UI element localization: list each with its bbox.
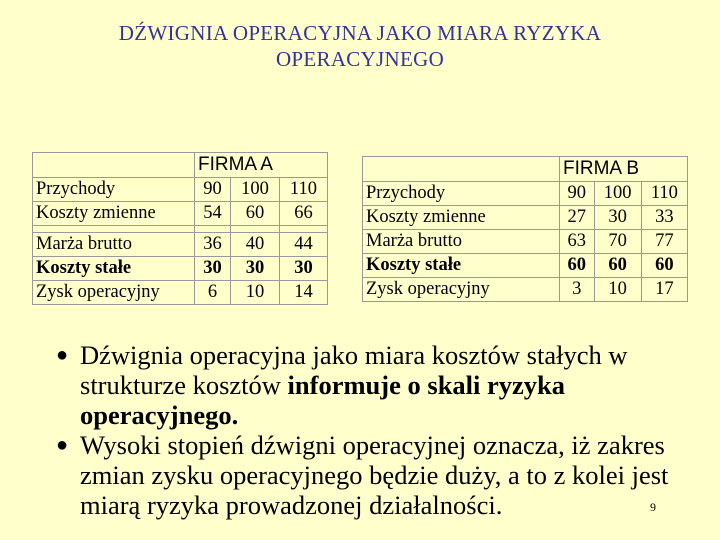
- cell-value: 27: [560, 206, 595, 230]
- cell-value: 77: [641, 230, 687, 254]
- firm-b-table: [362, 156, 688, 302]
- title-line-1: DŹWIGNIA OPERACYJNA JAKO MIARA RYZYKA: [118, 21, 602, 45]
- page-number: 9: [650, 500, 656, 514]
- row-label: Zysk operacyjny: [33, 281, 195, 305]
- table-row: [33, 178, 328, 202]
- cell-value: 36: [195, 233, 231, 257]
- cell-value: 60: [594, 254, 641, 278]
- cell-value: 40: [230, 233, 279, 257]
- bullet-text: Wysoki stopień dźwigni operacyjnej oznacza, iż zakres zmian zysku operacyjnego będzie duży, a to z kolei jest miarą ryzyka prowadzonej działalności.: [80, 430, 669, 520]
- cell-value: 30: [230, 257, 279, 281]
- row-label: Przychody: [363, 182, 560, 206]
- bullet-text: Dźwignia operacyjna jako miara kosztów stałych w strukturze kosztów: [80, 340, 628, 400]
- list-item: [50, 340, 690, 430]
- table-row: [363, 230, 688, 254]
- cell-value: 33: [641, 206, 687, 230]
- cell-value: 54: [195, 202, 231, 226]
- cell-value: 10: [594, 278, 641, 302]
- table-row: [33, 281, 328, 305]
- row-label: Koszty stałe: [363, 254, 560, 278]
- firm-a-header: FIRMA A: [195, 153, 328, 178]
- cell-value: 66: [279, 202, 327, 226]
- slide-title: [40, 20, 680, 72]
- cell-value: 44: [279, 233, 327, 257]
- row-label: Koszty zmienne: [33, 202, 195, 226]
- cell-value: 6: [195, 281, 231, 305]
- cell-value: 14: [279, 281, 327, 305]
- cell-value: 63: [560, 230, 595, 254]
- firm-a-table: [32, 152, 328, 305]
- cell-value: 17: [641, 278, 687, 302]
- table-row: [363, 182, 688, 206]
- row-label: Zysk operacyjny: [363, 278, 560, 302]
- cell-value: 60: [560, 254, 595, 278]
- row-label: Przychody: [33, 178, 195, 202]
- table-row: [33, 202, 328, 226]
- table-row: [363, 278, 688, 302]
- cell-value: 60: [641, 254, 687, 278]
- table-row: [33, 257, 328, 281]
- cell-value: 90: [560, 182, 595, 206]
- cell-value: 100: [594, 182, 641, 206]
- bullet-text-bold: informuje o skali ryzyka operacyjnego.: [80, 370, 566, 430]
- row-label: Marża brutto: [33, 233, 195, 257]
- cell-value: 90: [195, 178, 231, 202]
- table-row: [363, 254, 688, 278]
- table-row: [33, 233, 328, 257]
- cell-value: 10: [230, 281, 279, 305]
- cell-value: 30: [279, 257, 327, 281]
- table-row: [363, 206, 688, 230]
- bullet-list: [50, 340, 690, 520]
- row-label: Koszty zmienne: [363, 206, 560, 230]
- cell-value: 3: [560, 278, 595, 302]
- firm-b-header: FIRMA B: [560, 157, 688, 182]
- row-label: Marża brutto: [363, 230, 560, 254]
- cell-value: 60: [230, 202, 279, 226]
- bullet-icon: ●: [56, 434, 69, 456]
- title-line-2: OPERACYJNEGO: [275, 47, 445, 71]
- cell-value: 100: [230, 178, 279, 202]
- cell-value: 110: [279, 178, 327, 202]
- cell-value: 30: [594, 206, 641, 230]
- list-item: [50, 430, 690, 520]
- cell-value: 70: [594, 230, 641, 254]
- bullet-icon: ●: [56, 344, 69, 366]
- cell-value: 110: [641, 182, 687, 206]
- cell-value: 30: [195, 257, 231, 281]
- row-label: Koszty stałe: [33, 257, 195, 281]
